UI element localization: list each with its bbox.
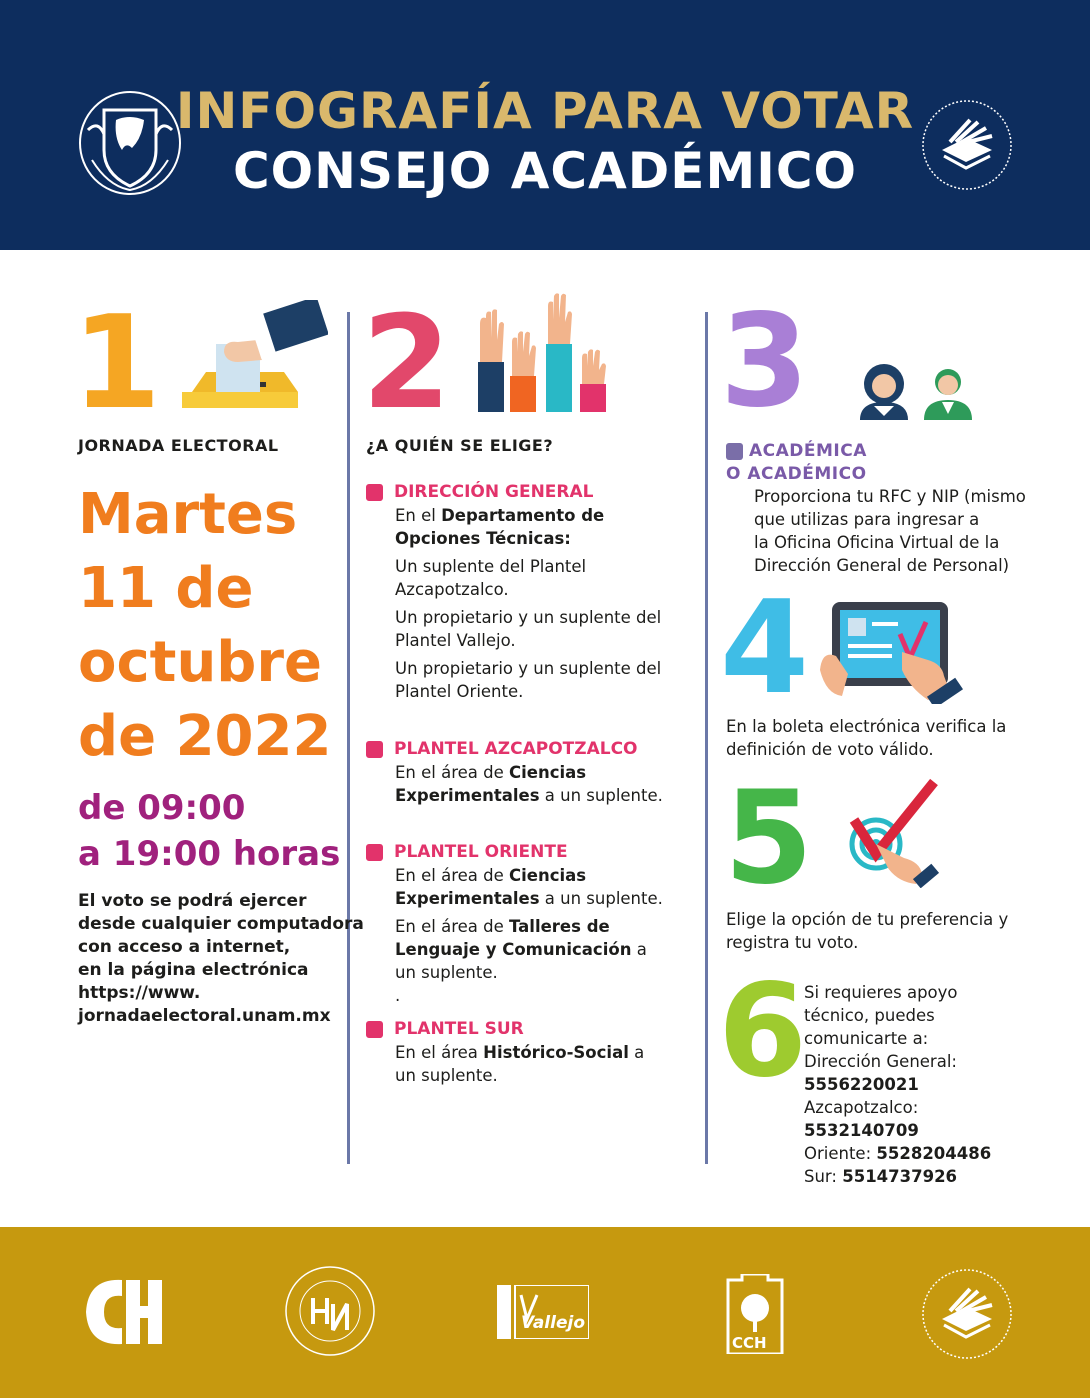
step-number-5: 5 (724, 764, 814, 913)
section-paragraph: Un suplente del Plantel Azcapotzalco. (395, 557, 587, 599)
step6-contact (804, 981, 991, 1188)
text-bold: Ciencias Experimentales (395, 866, 587, 908)
text: En el (395, 506, 442, 525)
text: a un suplente. (395, 940, 647, 982)
text-line: que utilizas para ingresar a (754, 510, 980, 529)
text-line: definición de voto válido. (726, 740, 934, 759)
contact-label: Oriente: (804, 1144, 877, 1163)
bullet-square-icon (366, 844, 383, 861)
text-line: En la boleta electrónica verifica la (726, 717, 1007, 736)
section-paragraph (395, 864, 670, 910)
naucalpan-seal-icon (283, 1264, 377, 1358)
step4-text (726, 715, 1006, 761)
text-line: Si requieres apoyo (804, 983, 958, 1002)
text-line: la Oficina Oficina Virtual de la (754, 533, 1000, 552)
section-paragraph (395, 761, 670, 807)
bullet-square-icon (366, 484, 383, 501)
phone-direccion-general[interactable]: 5556220021 (804, 1075, 919, 1094)
text: En el área (395, 1043, 484, 1062)
text-bold: Ciencias Experimentales (395, 763, 587, 805)
text: En el área de (395, 917, 510, 936)
phone-oriente[interactable]: 5528204486 (876, 1144, 992, 1163)
election-date (78, 478, 331, 774)
step5-text (726, 908, 1008, 954)
cch-logo-icon (78, 1272, 162, 1352)
title-line-2: CONSEJO ACADÉMICO (232, 142, 858, 200)
heading-line: O ACADÉMICO (726, 464, 867, 484)
column-divider-1 (347, 312, 350, 1164)
header-banner (0, 0, 1090, 250)
voting-url-part2[interactable]: jornadaelectoral.unam.mx (78, 1006, 331, 1026)
voting-info (78, 890, 364, 1028)
text: En el área de (395, 866, 510, 885)
ballot-box-icon (178, 300, 328, 415)
text: a un suplente. (539, 786, 663, 805)
section-plantel-sur (366, 1018, 686, 1087)
stray-dot: . (395, 986, 401, 1005)
contact-label: Dirección General: (804, 1052, 957, 1071)
vallejo-text: Vallejo (521, 1313, 585, 1333)
cch-text: CCH (732, 1334, 767, 1352)
academic-people-icon (856, 360, 976, 422)
info-line: desde cualquier computadora (78, 914, 364, 934)
section-paragraph (395, 1041, 645, 1087)
date-line: octubre (78, 630, 322, 695)
step-number-3: 3 (720, 287, 810, 436)
step3-heading (726, 440, 867, 486)
contact-label: Azcapotzalco: (804, 1098, 919, 1117)
step-number-1: 1 (72, 289, 162, 438)
step1-label: JORNADA ELECTORAL (78, 436, 279, 455)
date-line: Martes (78, 482, 298, 547)
text-bold: Talleres de Lenguaje y Comunicación (395, 917, 632, 959)
cch-book-seal-icon (920, 98, 1014, 192)
section-paragraph (395, 915, 655, 984)
step-number-6: 6 (718, 957, 808, 1106)
text-line: técnico, puedes (804, 1006, 935, 1025)
text: a un suplente. (539, 889, 663, 908)
hours-line: de 09:00 (78, 788, 246, 828)
heading-line: ACADÉMICA (749, 441, 867, 461)
bullet-square-icon (726, 443, 743, 460)
contact-label: Sur: (804, 1167, 843, 1186)
bullet-square-icon (366, 741, 383, 758)
raised-hands-icon (470, 290, 615, 415)
date-line: de 2022 (78, 704, 332, 769)
info-line: El voto se podrá ejercer (78, 891, 307, 911)
step3-text (754, 485, 1026, 577)
text-bold: Departamento de Opciones Técnicas: (395, 506, 605, 548)
check-target-icon (846, 778, 940, 888)
info-line: en la página electrónica (78, 960, 309, 980)
section-paragraph: Un propietario y un suplente del Plantel Vallejo. (395, 608, 662, 650)
footer-banner (0, 1227, 1090, 1398)
text: En el área de (395, 763, 510, 782)
step2-label: ¿A QUIÉN SE ELIGE? (366, 436, 554, 455)
bullet-square-icon (366, 1021, 383, 1038)
section-heading: DIRECCIÓN GENERAL (394, 482, 594, 502)
section-heading: PLANTEL ORIENTE (394, 842, 568, 862)
text-line: registra tu voto. (726, 933, 859, 952)
text-bold: Histórico-Social (483, 1043, 629, 1062)
text-line: Elige la opción de tu preferencia y (726, 910, 1009, 929)
section-plantel-azcapotzalco (366, 738, 686, 807)
text-line: Proporciona tu RFC y NIP (mismo (754, 487, 1026, 506)
sur-seal-icon (920, 1267, 1014, 1361)
step-number-2: 2 (362, 289, 452, 438)
text-line: comunicarte a: (804, 1029, 929, 1048)
hours-line: a 19:00 horas (78, 834, 341, 874)
text: a un suplente. (395, 1043, 645, 1085)
vallejo-logo (497, 1285, 589, 1339)
column-divider-2 (705, 312, 708, 1164)
section-paragraph (395, 504, 686, 550)
section-direccion-general (366, 481, 686, 703)
info-line: con acceso a internet, (78, 937, 291, 957)
date-line: 11 de (78, 556, 254, 621)
phone-sur[interactable]: 5514737926 (842, 1167, 958, 1186)
section-heading: PLANTEL SUR (394, 1019, 524, 1039)
phone-azcapotzalco[interactable]: 5532140709 (804, 1121, 919, 1140)
voting-url-part1[interactable]: https://www. (78, 983, 201, 1003)
section-heading: PLANTEL AZCAPOTZALCO (394, 739, 638, 759)
election-hours (78, 785, 340, 877)
text-line: Dirección General de Personal) (754, 556, 1010, 575)
section-paragraph: Un propietario y un suplente del Plantel Oriente. (395, 659, 662, 701)
title-line-1: INFOGRAFÍA PARA VOTAR (175, 82, 915, 140)
tablet-vote-icon (818, 600, 968, 704)
oriente-logo-icon (722, 1274, 788, 1354)
step-number-4: 4 (720, 574, 810, 723)
section-plantel-oriente (366, 841, 686, 1007)
